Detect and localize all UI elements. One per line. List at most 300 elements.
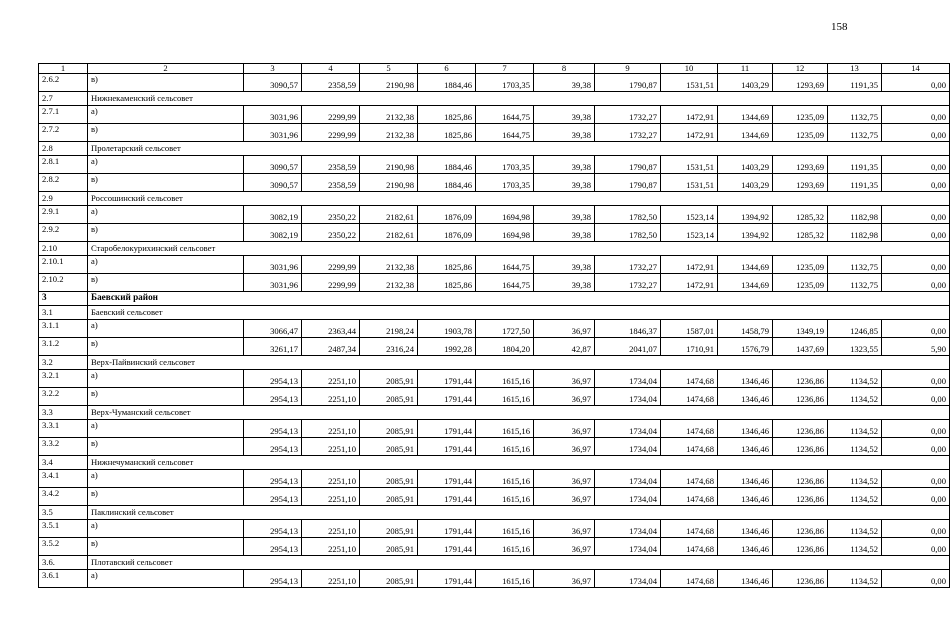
value-cell: 1615,16: [476, 437, 534, 455]
value-cell: 3090,57: [244, 155, 302, 173]
value-cell: 1403,29: [718, 155, 773, 173]
value-cell: 0,00: [882, 223, 950, 241]
value-cell: 1182,98: [828, 223, 882, 241]
value-cell: 1236,86: [773, 369, 828, 387]
table-row: [39, 173, 950, 191]
row-code: 3.4.1: [39, 469, 88, 487]
value-cell: 1884,46: [418, 155, 476, 173]
value-cell: 1576,79: [718, 337, 773, 355]
table-row: [39, 387, 950, 405]
value-cell: 39,38: [534, 223, 595, 241]
value-cell: 1346,46: [718, 569, 773, 587]
value-cell: 39,38: [534, 123, 595, 141]
value-cell: 1285,32: [773, 223, 828, 241]
value-cell: 1394,92: [718, 205, 773, 223]
section-code: 3.6.: [39, 555, 88, 569]
value-cell: 1293,69: [773, 173, 828, 191]
value-cell: 1134,52: [828, 369, 882, 387]
value-cell: 1644,75: [476, 123, 534, 141]
section-code: 2.7: [39, 91, 88, 105]
section-title: Верх-Пайвинский сельсовет: [88, 355, 950, 369]
value-cell: 1790,87: [595, 173, 661, 191]
value-cell: 1285,32: [773, 205, 828, 223]
section-code: 3.3: [39, 405, 88, 419]
value-cell: 2316,24: [360, 337, 418, 355]
tariff-table: [38, 63, 950, 588]
value-cell: 36,97: [534, 519, 595, 537]
row-label: а): [88, 519, 244, 537]
value-cell: 0,00: [882, 487, 950, 505]
value-cell: 1474,68: [661, 519, 718, 537]
value-cell: 2954,13: [244, 487, 302, 505]
value-cell: 2085,91: [360, 487, 418, 505]
value-cell: 2358,59: [302, 155, 360, 173]
value-cell: 1236,86: [773, 519, 828, 537]
value-cell: 1734,04: [595, 437, 661, 455]
value-cell: 0,00: [882, 569, 950, 587]
row-code: 2.7.1: [39, 105, 88, 123]
value-cell: 2251,10: [302, 569, 360, 587]
row-label: а): [88, 469, 244, 487]
section-heading-row: [39, 355, 950, 369]
row-label: в): [88, 223, 244, 241]
value-cell: 1236,86: [773, 487, 828, 505]
value-cell: 2041,07: [595, 337, 661, 355]
value-cell: 3261,17: [244, 337, 302, 355]
value-cell: 2350,22: [302, 205, 360, 223]
value-cell: 2954,13: [244, 537, 302, 555]
value-cell: 1346,46: [718, 537, 773, 555]
value-cell: 1791,44: [418, 419, 476, 437]
value-cell: 1182,98: [828, 205, 882, 223]
value-cell: 42,87: [534, 337, 595, 355]
value-cell: 3031,96: [244, 105, 302, 123]
value-cell: 1884,46: [418, 73, 476, 91]
value-cell: 2251,10: [302, 369, 360, 387]
column-number: 2: [88, 64, 244, 74]
value-cell: 1134,52: [828, 569, 882, 587]
value-cell: 2954,13: [244, 519, 302, 537]
value-cell: 1825,86: [418, 255, 476, 273]
row-label: в): [88, 273, 244, 291]
value-cell: 39,38: [534, 173, 595, 191]
value-cell: 1846,37: [595, 319, 661, 337]
value-cell: 2132,38: [360, 105, 418, 123]
value-cell: 2358,59: [302, 73, 360, 91]
value-cell: 0,00: [882, 255, 950, 273]
value-cell: 1790,87: [595, 73, 661, 91]
value-cell: 1703,35: [476, 173, 534, 191]
value-cell: 1876,09: [418, 223, 476, 241]
value-cell: 1474,68: [661, 487, 718, 505]
section-code: 2.9: [39, 191, 88, 205]
row-code: 2.9.1: [39, 205, 88, 223]
value-cell: 2954,13: [244, 387, 302, 405]
value-cell: 2363,44: [302, 319, 360, 337]
value-cell: 1734,04: [595, 487, 661, 505]
value-cell: 1782,50: [595, 205, 661, 223]
value-cell: 36,97: [534, 419, 595, 437]
value-cell: 2954,13: [244, 369, 302, 387]
value-cell: 0,00: [882, 469, 950, 487]
value-cell: 1474,68: [661, 369, 718, 387]
row-label: а): [88, 255, 244, 273]
value-cell: 36,97: [534, 369, 595, 387]
column-number: 12: [773, 64, 828, 74]
row-code: 2.8.1: [39, 155, 88, 173]
value-cell: 1732,27: [595, 123, 661, 141]
row-code: 3.5.1: [39, 519, 88, 537]
value-cell: 1703,35: [476, 73, 534, 91]
value-cell: 1615,16: [476, 419, 534, 437]
section-title: Старобелокурихинский сельсовет: [88, 241, 950, 255]
value-cell: 1734,04: [595, 569, 661, 587]
value-cell: 1523,14: [661, 205, 718, 223]
value-cell: 0,00: [882, 205, 950, 223]
table-row: [39, 255, 950, 273]
row-label: а): [88, 105, 244, 123]
value-cell: 1876,09: [418, 205, 476, 223]
value-cell: 1474,68: [661, 469, 718, 487]
value-cell: 2251,10: [302, 487, 360, 505]
value-cell: 0,00: [882, 273, 950, 291]
value-cell: 2190,98: [360, 73, 418, 91]
value-cell: 1344,69: [718, 105, 773, 123]
value-cell: 0,00: [882, 123, 950, 141]
column-number: 3: [244, 64, 302, 74]
value-cell: 2085,91: [360, 419, 418, 437]
value-cell: 1349,19: [773, 319, 828, 337]
value-cell: 36,97: [534, 437, 595, 455]
value-cell: 1474,68: [661, 569, 718, 587]
column-number: 5: [360, 64, 418, 74]
value-cell: 1134,52: [828, 419, 882, 437]
value-cell: 1132,75: [828, 255, 882, 273]
value-cell: 0,00: [882, 105, 950, 123]
row-label: в): [88, 173, 244, 191]
row-code: 2.9.2: [39, 223, 88, 241]
value-cell: 1790,87: [595, 155, 661, 173]
value-cell: 1587,01: [661, 319, 718, 337]
value-cell: 2085,91: [360, 437, 418, 455]
section-title: Баевский сельсовет: [88, 305, 950, 319]
value-cell: 1732,27: [595, 255, 661, 273]
value-cell: 1458,79: [718, 319, 773, 337]
value-cell: 1791,44: [418, 437, 476, 455]
value-cell: 1346,46: [718, 487, 773, 505]
value-cell: 1246,85: [828, 319, 882, 337]
value-cell: 1344,69: [718, 255, 773, 273]
value-cell: 0,00: [882, 437, 950, 455]
value-cell: 1791,44: [418, 487, 476, 505]
value-cell: 2299,99: [302, 255, 360, 273]
section-heading-row: [39, 455, 950, 469]
value-cell: 2182,61: [360, 205, 418, 223]
table-row: [39, 537, 950, 555]
value-cell: 1804,20: [476, 337, 534, 355]
table-row: [39, 205, 950, 223]
section-title: Баевский район: [88, 291, 950, 305]
table-row: [39, 437, 950, 455]
section-title: Верх-Чуманский сельсовет: [88, 405, 950, 419]
section-heading-row: [39, 91, 950, 105]
value-cell: 1884,46: [418, 173, 476, 191]
value-cell: 2190,98: [360, 155, 418, 173]
value-cell: 2299,99: [302, 123, 360, 141]
column-number: 10: [661, 64, 718, 74]
value-cell: 1615,16: [476, 369, 534, 387]
value-cell: 39,38: [534, 205, 595, 223]
value-cell: 1782,50: [595, 223, 661, 241]
value-cell: 2251,10: [302, 387, 360, 405]
value-cell: 1346,46: [718, 519, 773, 537]
value-cell: 1472,91: [661, 255, 718, 273]
value-cell: 1346,46: [718, 387, 773, 405]
value-cell: 1132,75: [828, 123, 882, 141]
table-row: [39, 519, 950, 537]
value-cell: 1134,52: [828, 437, 882, 455]
value-cell: 1615,16: [476, 487, 534, 505]
value-cell: 1134,52: [828, 537, 882, 555]
value-cell: 1191,35: [828, 155, 882, 173]
value-cell: 3031,96: [244, 255, 302, 273]
section-code: 2.10: [39, 241, 88, 255]
value-cell: 1235,09: [773, 105, 828, 123]
value-cell: 2299,99: [302, 105, 360, 123]
value-cell: 0,00: [882, 319, 950, 337]
row-label: а): [88, 419, 244, 437]
row-code: 3.3.2: [39, 437, 88, 455]
value-cell: 1644,75: [476, 105, 534, 123]
value-cell: 1791,44: [418, 387, 476, 405]
row-code: 3.1.1: [39, 319, 88, 337]
value-cell: 39,38: [534, 273, 595, 291]
value-cell: 1734,04: [595, 519, 661, 537]
value-cell: 1437,69: [773, 337, 828, 355]
value-cell: 2299,99: [302, 273, 360, 291]
value-cell: 36,97: [534, 469, 595, 487]
column-number-row: [39, 64, 950, 74]
value-cell: 39,38: [534, 255, 595, 273]
section-title: Россошинский сельсовет: [88, 191, 950, 205]
section-title: Паклинский сельсовет: [88, 505, 950, 519]
value-cell: 1403,29: [718, 173, 773, 191]
value-cell: 2954,13: [244, 569, 302, 587]
value-cell: 2198,24: [360, 319, 418, 337]
value-cell: 1825,86: [418, 273, 476, 291]
value-cell: 1791,44: [418, 537, 476, 555]
value-cell: 1134,52: [828, 469, 882, 487]
value-cell: 2085,91: [360, 519, 418, 537]
value-cell: 1523,14: [661, 223, 718, 241]
row-code: 3.4.2: [39, 487, 88, 505]
value-cell: 1134,52: [828, 519, 882, 537]
value-cell: 3031,96: [244, 123, 302, 141]
section-heading-row: [39, 191, 950, 205]
row-label: в): [88, 387, 244, 405]
value-cell: 1191,35: [828, 73, 882, 91]
value-cell: 2251,10: [302, 519, 360, 537]
value-cell: 1727,50: [476, 319, 534, 337]
district-heading-row: [39, 291, 950, 305]
value-cell: 36,97: [534, 387, 595, 405]
value-cell: 1236,86: [773, 569, 828, 587]
column-number: 11: [718, 64, 773, 74]
section-code: 2.8: [39, 141, 88, 155]
value-cell: 1293,69: [773, 155, 828, 173]
section-heading-row: [39, 405, 950, 419]
value-cell: 1791,44: [418, 469, 476, 487]
value-cell: 1346,46: [718, 437, 773, 455]
value-cell: 1132,75: [828, 105, 882, 123]
row-code: 2.10.2: [39, 273, 88, 291]
value-cell: 1235,09: [773, 255, 828, 273]
value-cell: 1791,44: [418, 569, 476, 587]
row-label: в): [88, 537, 244, 555]
value-cell: 1531,51: [661, 173, 718, 191]
table-row: [39, 223, 950, 241]
value-cell: 3082,19: [244, 223, 302, 241]
value-cell: 1346,46: [718, 419, 773, 437]
column-number: 6: [418, 64, 476, 74]
value-cell: 39,38: [534, 105, 595, 123]
row-code: 3.2.1: [39, 369, 88, 387]
row-code: 2.7.2: [39, 123, 88, 141]
value-cell: 1694,98: [476, 205, 534, 223]
value-cell: 1132,75: [828, 273, 882, 291]
value-cell: 0,00: [882, 387, 950, 405]
value-cell: 1791,44: [418, 369, 476, 387]
section-title: Нижнекаменский сельсовет: [88, 91, 950, 105]
value-cell: 1734,04: [595, 419, 661, 437]
row-code: 3.1.2: [39, 337, 88, 355]
value-cell: 1191,35: [828, 173, 882, 191]
value-cell: 0,00: [882, 519, 950, 537]
column-number: 14: [882, 64, 950, 74]
section-heading-row: [39, 505, 950, 519]
row-code: 2.8.2: [39, 173, 88, 191]
value-cell: 1531,51: [661, 155, 718, 173]
table-row: [39, 273, 950, 291]
value-cell: 39,38: [534, 155, 595, 173]
column-number: 9: [595, 64, 661, 74]
row-label: в): [88, 337, 244, 355]
value-cell: 1903,78: [418, 319, 476, 337]
value-cell: 1615,16: [476, 469, 534, 487]
value-cell: 1732,27: [595, 273, 661, 291]
value-cell: 1825,86: [418, 105, 476, 123]
column-number: 1: [39, 64, 88, 74]
value-cell: 3082,19: [244, 205, 302, 223]
value-cell: 1235,09: [773, 273, 828, 291]
value-cell: 1644,75: [476, 273, 534, 291]
value-cell: 1644,75: [476, 255, 534, 273]
value-cell: 1472,91: [661, 123, 718, 141]
table-row: [39, 319, 950, 337]
value-cell: 1472,91: [661, 273, 718, 291]
section-code: 3.2: [39, 355, 88, 369]
value-cell: 1323,55: [828, 337, 882, 355]
column-number: 8: [534, 64, 595, 74]
row-code: 2.6.2: [39, 73, 88, 91]
table-body: [39, 64, 950, 588]
value-cell: 2251,10: [302, 469, 360, 487]
value-cell: 1703,35: [476, 155, 534, 173]
section-title: Нижнечуманский сельсовет: [88, 455, 950, 469]
column-number: 13: [828, 64, 882, 74]
value-cell: 1236,86: [773, 387, 828, 405]
value-cell: 2085,91: [360, 569, 418, 587]
value-cell: 2251,10: [302, 419, 360, 437]
value-cell: 2085,91: [360, 369, 418, 387]
value-cell: 2190,98: [360, 173, 418, 191]
value-cell: 2954,13: [244, 419, 302, 437]
value-cell: 1710,91: [661, 337, 718, 355]
value-cell: 1472,91: [661, 105, 718, 123]
value-cell: 3090,57: [244, 73, 302, 91]
section-title: Плотавский сельсовет: [88, 555, 950, 569]
table-row: [39, 369, 950, 387]
value-cell: 2251,10: [302, 537, 360, 555]
row-label: а): [88, 569, 244, 587]
value-cell: 2182,61: [360, 223, 418, 241]
value-cell: 3031,96: [244, 273, 302, 291]
value-cell: 2132,38: [360, 123, 418, 141]
table-row: [39, 419, 950, 437]
value-cell: 1694,98: [476, 223, 534, 241]
value-cell: 1791,44: [418, 519, 476, 537]
value-cell: 1531,51: [661, 73, 718, 91]
value-cell: 1474,68: [661, 387, 718, 405]
value-cell: 1732,27: [595, 105, 661, 123]
value-cell: 2132,38: [360, 273, 418, 291]
value-cell: 1236,86: [773, 437, 828, 455]
row-label: в): [88, 73, 244, 91]
value-cell: 1474,68: [661, 537, 718, 555]
value-cell: 0,00: [882, 369, 950, 387]
value-cell: 3066,47: [244, 319, 302, 337]
section-code: 3: [39, 291, 88, 305]
value-cell: 1403,29: [718, 73, 773, 91]
value-cell: 1474,68: [661, 419, 718, 437]
value-cell: 2085,91: [360, 537, 418, 555]
value-cell: 1236,86: [773, 419, 828, 437]
value-cell: 1734,04: [595, 469, 661, 487]
value-cell: 39,38: [534, 73, 595, 91]
value-cell: 36,97: [534, 569, 595, 587]
table-row: [39, 73, 950, 91]
value-cell: 2954,13: [244, 437, 302, 455]
row-label: в): [88, 487, 244, 505]
value-cell: 1615,16: [476, 537, 534, 555]
row-code: 3.3.1: [39, 419, 88, 437]
row-code: 3.5.2: [39, 537, 88, 555]
table-row: [39, 469, 950, 487]
value-cell: 2085,91: [360, 387, 418, 405]
value-cell: 1293,69: [773, 73, 828, 91]
row-code: 2.10.1: [39, 255, 88, 273]
section-code: 3.4: [39, 455, 88, 469]
table-row: [39, 105, 950, 123]
row-label: в): [88, 123, 244, 141]
value-cell: 1344,69: [718, 273, 773, 291]
row-code: 3.2.2: [39, 387, 88, 405]
value-cell: 1236,86: [773, 537, 828, 555]
section-heading-row: [39, 305, 950, 319]
table-row: [39, 337, 950, 355]
column-number: 4: [302, 64, 360, 74]
section-code: 3.5: [39, 505, 88, 519]
